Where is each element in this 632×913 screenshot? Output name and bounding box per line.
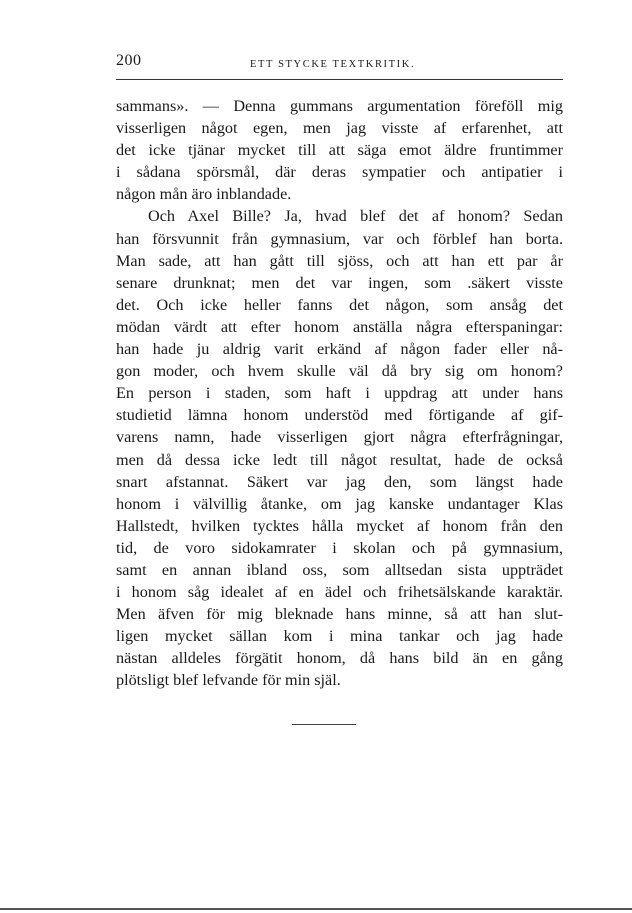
- text-line: ligen mycket sällan kom i mina tankar och jag hade: [116, 627, 563, 646]
- text-line: varens namn, hade visserligen gjort några efterfrågningar,: [116, 428, 563, 447]
- section-end-rule: [292, 724, 356, 725]
- text-line: det. Och icke heller fanns det någon, som ansåg det: [116, 295, 563, 314]
- text-line: visserligen något egen, men jag visste af erfarenhet, att: [116, 119, 563, 138]
- page-bottom-edge: [0, 908, 632, 910]
- text-line: i sådana spörsmål, där deras sympatier och antipatier i: [116, 163, 563, 182]
- text-line: Och Axel Bille? Ja, hvad blef det af honom? Sedan: [148, 207, 563, 226]
- text-line: samt en annan ibland oss, som alltsedan sista uppträdet: [116, 560, 563, 579]
- page-number: 200: [116, 52, 142, 69]
- text-line: han hade ju aldrig varit erkänd af någon fader eller nå-: [116, 340, 563, 359]
- text-line: studietid lämna honom understöd med förtigande af gif-: [116, 406, 563, 425]
- text-line: gon moder, och hvem skulle väl då bry sig om honom?: [116, 362, 563, 381]
- text-line: Hallstedt, hvilken tycktes hålla mycket af honom från den: [116, 516, 563, 535]
- text-line: Man sade, att han gått till sjöss, och att han ett par år: [116, 251, 563, 270]
- paragraph-1: [116, 95, 563, 205]
- text-line: sammans». — Denna gummans argumentation föreföll mig: [116, 97, 563, 115]
- text-line: i honom såg idealet af en ädel och frihetsälskande karaktär.: [116, 583, 563, 602]
- text-line: Men äfven för mig bleknade hans minne, så att han slut-: [116, 605, 563, 624]
- text-line: men då dessa icke ledt till något resultat, hade de också: [116, 450, 563, 469]
- text-line: En person i staden, som haft i uppdrag att under hans: [116, 384, 563, 403]
- text-line: honom i välvillig åtanke, om jag kanske undantager Klas: [116, 494, 563, 513]
- header-rule: [116, 79, 563, 80]
- text-line: han försvunnit från gymnasium, var och förblef han borta.: [116, 229, 563, 248]
- page-header: [116, 52, 563, 74]
- text-line: senare drunknat; men det var ingen, som .säkert visste: [116, 273, 563, 292]
- text-line: någon mån äro inblandade.: [116, 185, 292, 204]
- paragraph-2: [116, 205, 563, 691]
- body-text: [116, 95, 563, 692]
- running-head: ETT STYCKE TEXTKRITIK.: [250, 59, 416, 70]
- text-line: nästan alldeles förgätit honom, då hans bild än en gång: [116, 649, 563, 668]
- text-line: det icke tjänar mycket till att säga emot äldre fruntimmer: [116, 141, 563, 160]
- text-line: mödan värdt att efter honom anställa några efterspaningar:: [116, 317, 563, 336]
- text-line: plötsligt blef lefvande för min själ.: [116, 671, 341, 690]
- text-line: snart afstannat. Säkert var jag den, som längst hade: [116, 472, 563, 491]
- text-line: tid, de voro sidokamrater i skolan och på gymnasium,: [116, 538, 563, 557]
